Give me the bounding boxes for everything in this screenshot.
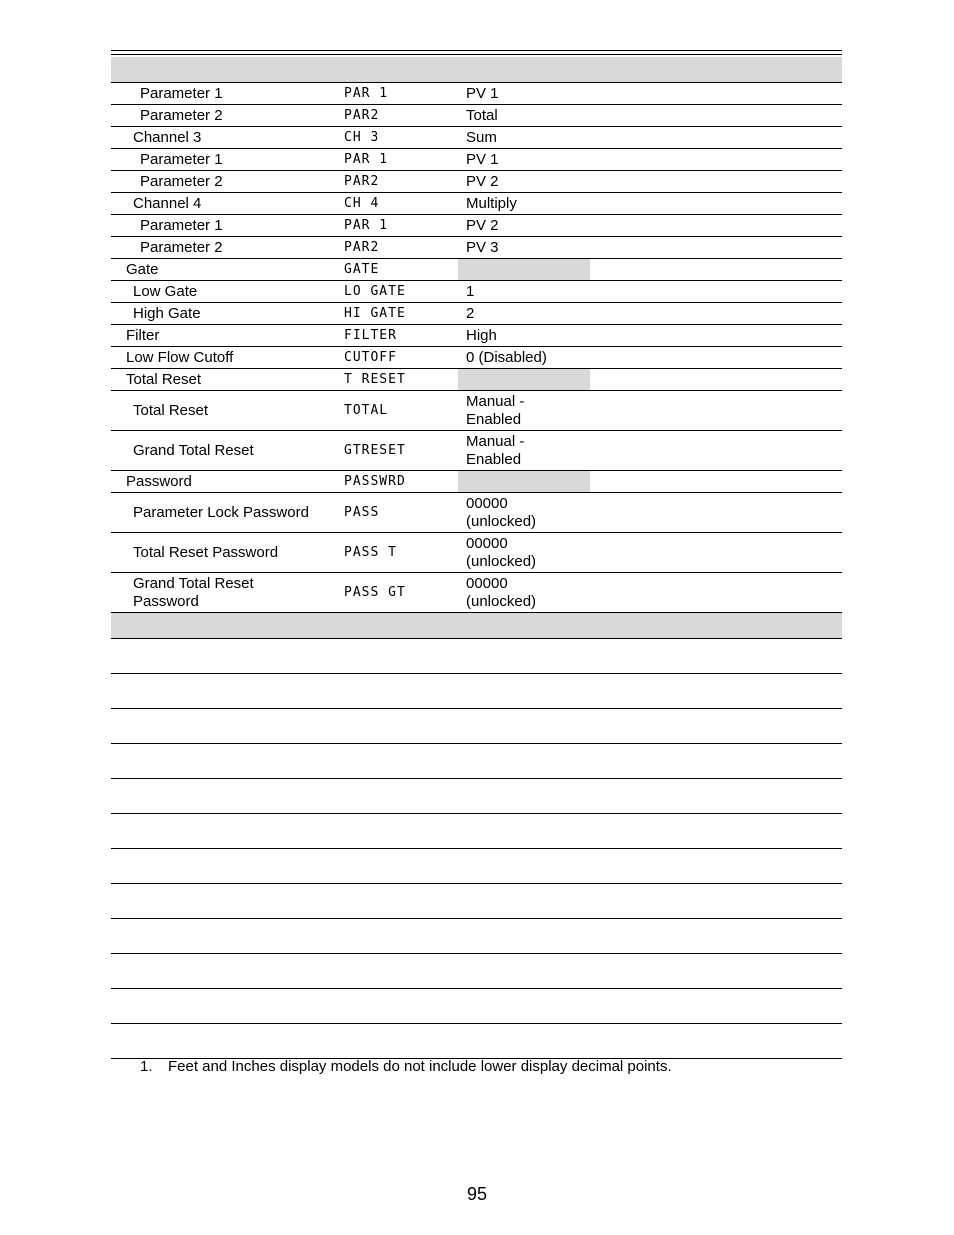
table-row bbox=[111, 281, 842, 303]
setting-value: Multiply bbox=[466, 194, 517, 212]
display-code: CH 4 bbox=[344, 195, 380, 211]
footnote-number: 1. bbox=[140, 1058, 153, 1075]
table-row-empty bbox=[111, 954, 842, 989]
table-row-empty bbox=[111, 779, 842, 814]
shaded-value-cell bbox=[458, 471, 590, 492]
table-row bbox=[111, 193, 842, 215]
parameter-name: Low Flow Cutoff bbox=[126, 348, 234, 366]
parameter-name: High Gate bbox=[133, 304, 201, 322]
table-row-empty bbox=[111, 709, 842, 744]
parameter-name: Password bbox=[126, 472, 192, 490]
table-row bbox=[111, 431, 842, 471]
display-code: PASSWRD bbox=[344, 473, 406, 489]
display-code: PAR2 bbox=[344, 239, 380, 255]
parameter-name: Parameter 1 bbox=[140, 84, 223, 102]
setting-value: High bbox=[466, 326, 497, 344]
parameter-name: Filter bbox=[126, 326, 160, 344]
table-row bbox=[111, 105, 842, 127]
parameter-name: Total Reset Password bbox=[133, 543, 279, 561]
table-row bbox=[111, 573, 842, 613]
display-code: PAR2 bbox=[344, 173, 380, 189]
parameter-name: Parameter 2 bbox=[140, 172, 223, 190]
display-code: LO GATE bbox=[344, 283, 406, 299]
table-row-empty bbox=[111, 989, 842, 1024]
footnote-text: Feet and Inches display models do not include lower display decimal points. bbox=[168, 1058, 672, 1075]
table-row-empty bbox=[111, 919, 842, 954]
table-row bbox=[111, 347, 842, 369]
display-code: PASS T bbox=[344, 544, 397, 560]
table-row bbox=[111, 533, 842, 573]
table-row bbox=[111, 215, 842, 237]
table-row bbox=[111, 259, 842, 281]
display-code: PAR 1 bbox=[344, 85, 389, 101]
table-row bbox=[111, 391, 842, 431]
parameter-name: Gate bbox=[126, 260, 159, 278]
display-code: PASS GT bbox=[344, 584, 406, 600]
table-row bbox=[111, 303, 842, 325]
table-row-empty bbox=[111, 674, 842, 709]
parameter-name: Parameter 1 bbox=[140, 150, 223, 168]
setting-value: Manual - Enabled bbox=[466, 432, 525, 468]
setting-value: Sum bbox=[466, 128, 497, 146]
table-row bbox=[111, 325, 842, 347]
setting-value: PV 2 bbox=[466, 216, 499, 234]
page-number: 95 bbox=[466, 1184, 488, 1204]
display-code: PAR2 bbox=[344, 107, 380, 123]
display-code: GATE bbox=[344, 261, 380, 277]
display-code: CH 3 bbox=[344, 129, 380, 145]
parameter-name: Channel 3 bbox=[133, 128, 202, 146]
setting-value: Manual - Enabled bbox=[466, 392, 525, 428]
table-header-row bbox=[111, 57, 842, 83]
display-code: T RESET bbox=[344, 371, 406, 387]
shaded-value-cell bbox=[458, 369, 590, 390]
table-row bbox=[111, 237, 842, 259]
parameter-table bbox=[111, 57, 842, 1059]
table-row bbox=[111, 493, 842, 533]
top-rule bbox=[111, 50, 842, 51]
setting-value: 1 bbox=[466, 282, 475, 300]
table-row bbox=[111, 127, 842, 149]
setting-value: 00000 (unlocked) bbox=[466, 494, 537, 530]
setting-value: Total bbox=[466, 106, 498, 124]
display-code: PAR 1 bbox=[344, 151, 389, 167]
display-code: GTRESET bbox=[344, 442, 406, 458]
setting-value: 00000 (unlocked) bbox=[466, 534, 537, 570]
table-row bbox=[111, 369, 842, 391]
setting-value: 0 (Disabled) bbox=[466, 348, 547, 366]
display-code: PAR 1 bbox=[344, 217, 389, 233]
table-row-empty bbox=[111, 744, 842, 779]
table-row bbox=[111, 149, 842, 171]
setting-value: 00000 (unlocked) bbox=[466, 574, 537, 610]
setting-value: PV 2 bbox=[466, 172, 499, 190]
footnote bbox=[140, 1058, 672, 1075]
display-code: CUTOFF bbox=[344, 349, 397, 365]
parameter-name: Channel 4 bbox=[133, 194, 202, 212]
table-row-empty bbox=[111, 849, 842, 884]
table-row bbox=[111, 171, 842, 193]
table-row-empty bbox=[111, 814, 842, 849]
table-row bbox=[111, 83, 842, 105]
table-row-empty bbox=[111, 884, 842, 919]
parameter-name: Parameter 2 bbox=[140, 238, 223, 256]
table-row bbox=[111, 471, 842, 493]
shaded-value-cell bbox=[458, 259, 590, 280]
top-rule-inner bbox=[111, 54, 842, 55]
display-code: PASS bbox=[344, 504, 380, 520]
setting-value: 2 bbox=[466, 304, 475, 322]
display-code: FILTER bbox=[344, 327, 397, 343]
setting-value: PV 3 bbox=[466, 238, 499, 256]
parameter-name: Total Reset bbox=[126, 370, 202, 388]
table-row-empty bbox=[111, 639, 842, 674]
display-code: HI GATE bbox=[344, 305, 406, 321]
parameter-name: Total Reset bbox=[133, 401, 209, 419]
parameter-name: Grand Total Reset Password bbox=[133, 574, 254, 610]
parameter-name: Parameter Lock Password bbox=[133, 503, 309, 521]
parameter-name: Low Gate bbox=[133, 282, 198, 300]
setting-value: PV 1 bbox=[466, 84, 499, 102]
parameter-name: Grand Total Reset bbox=[133, 441, 254, 459]
parameter-name: Parameter 1 bbox=[140, 216, 223, 234]
display-code: TOTAL bbox=[344, 402, 389, 418]
table-section-header-row bbox=[111, 613, 842, 639]
parameter-name: Parameter 2 bbox=[140, 106, 223, 124]
setting-value: PV 1 bbox=[466, 150, 499, 168]
table-row-empty bbox=[111, 1024, 842, 1059]
